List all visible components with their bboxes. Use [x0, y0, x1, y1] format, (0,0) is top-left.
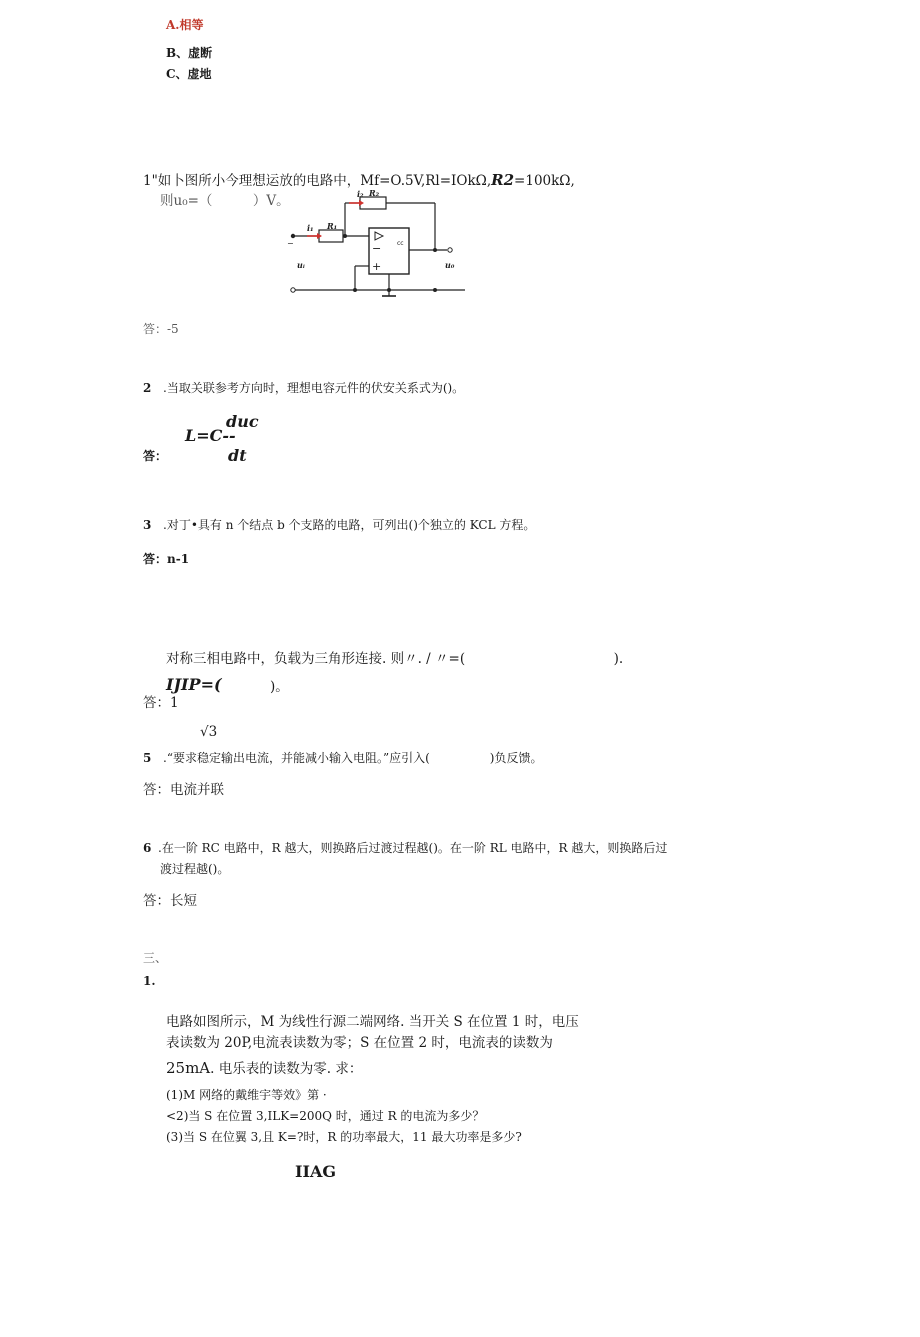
section3-num: 1.	[143, 974, 156, 988]
opamp-plus: +	[372, 260, 382, 273]
label-uo: u₀	[445, 260, 455, 270]
q1-text: 1"如卜图所小今理想运放的电路中，Mf=O.5V,Rl=IOkΩ,R2=100kΩ,	[143, 171, 575, 189]
section3-item2: <2)当 S 在位置 3,ILK=200Q 时，通过 R 的电流为多少？	[166, 1109, 485, 1123]
section3-heading: 三、	[143, 951, 168, 965]
choice-b: B、虚断	[166, 46, 213, 60]
q1-answer: 答：-5	[143, 322, 179, 336]
q4-line2: IJIP=(	[166, 675, 222, 694]
q4-sqrt: √3	[200, 724, 218, 740]
q2-text: .当取关联参考方向时，理想电容元件的伏安关系式为()。	[163, 381, 465, 395]
opamp-cc-label: cc	[397, 240, 404, 247]
q6-text: .在一阶 RC 电路中，R 越大，则换路后过渡过程越()。在一阶 RL 电路中，R 越大，则换路后过	[158, 841, 668, 855]
section3-p1: 电路如图所示，M 为线性行源二端网络. 当开关 S 在位置 1 时，电压	[166, 1014, 579, 1030]
opamp-minus: −	[372, 242, 382, 255]
q4-line2-end: )。	[270, 679, 289, 695]
q6-num: 6	[143, 841, 152, 855]
section3-item1: (1)M 网络的戴维宇等效》第 ·	[166, 1088, 327, 1102]
label-i2: i₂	[357, 189, 364, 199]
q5-answer: 答：电流并联	[143, 782, 224, 798]
label-left-minus: −	[287, 239, 294, 248]
section3-item3: (3)当 S 在位翼 3,且 K=?时，R 的功率最大，11 最大功率是多少?	[166, 1130, 522, 1144]
q3-num: 3	[143, 518, 152, 532]
q6-text2: 渡过程越()。	[160, 862, 230, 876]
q2-formula-main: L=C--	[185, 426, 236, 445]
label-r2: R₂	[369, 188, 380, 198]
q6-answer: 答：长短	[143, 893, 197, 909]
choice-c: C、虚地	[166, 67, 212, 81]
label-r1: R₁	[327, 221, 338, 231]
q1-line2: 则u₀=（ ）V。	[160, 193, 290, 209]
q2-num: 2	[143, 381, 152, 395]
q2-answer-label: 答：	[143, 449, 168, 463]
label-i1: i₁	[307, 223, 314, 233]
q4-answer: 答：1	[143, 695, 179, 711]
q2-formula-top: duc	[226, 412, 259, 431]
q2-formula-bottom: dt	[228, 446, 247, 465]
q3-text: .对丁•具有 n 个结点 b 个支路的电路，可列出()个独立的 KCL 方程。	[163, 518, 536, 532]
q5-num: 5	[143, 751, 152, 765]
section3-p2: 表读数为 20P,电流表读数为零；S 在位置 2 时，电流表的读数为	[166, 1035, 553, 1051]
resistor-r1	[319, 230, 343, 242]
q4-text: 对称三相电路中，负载为三角形连接. 则〃. / 〃=( ).	[166, 651, 624, 667]
section3-footer: IIAG	[295, 1162, 337, 1181]
label-ui: uᵢ	[297, 260, 305, 270]
choice-a: A.相等	[166, 18, 204, 32]
q5-text: .“要求稳定输出电流，并能减小输入电阻。”应引入( )负反馈。	[163, 751, 543, 765]
q3-answer: 答：n-1	[143, 552, 190, 566]
opamp-circuit-diagram	[285, 188, 475, 303]
section3-p3: 25mA. 电乐表的读数为零. 求：	[166, 1059, 363, 1077]
